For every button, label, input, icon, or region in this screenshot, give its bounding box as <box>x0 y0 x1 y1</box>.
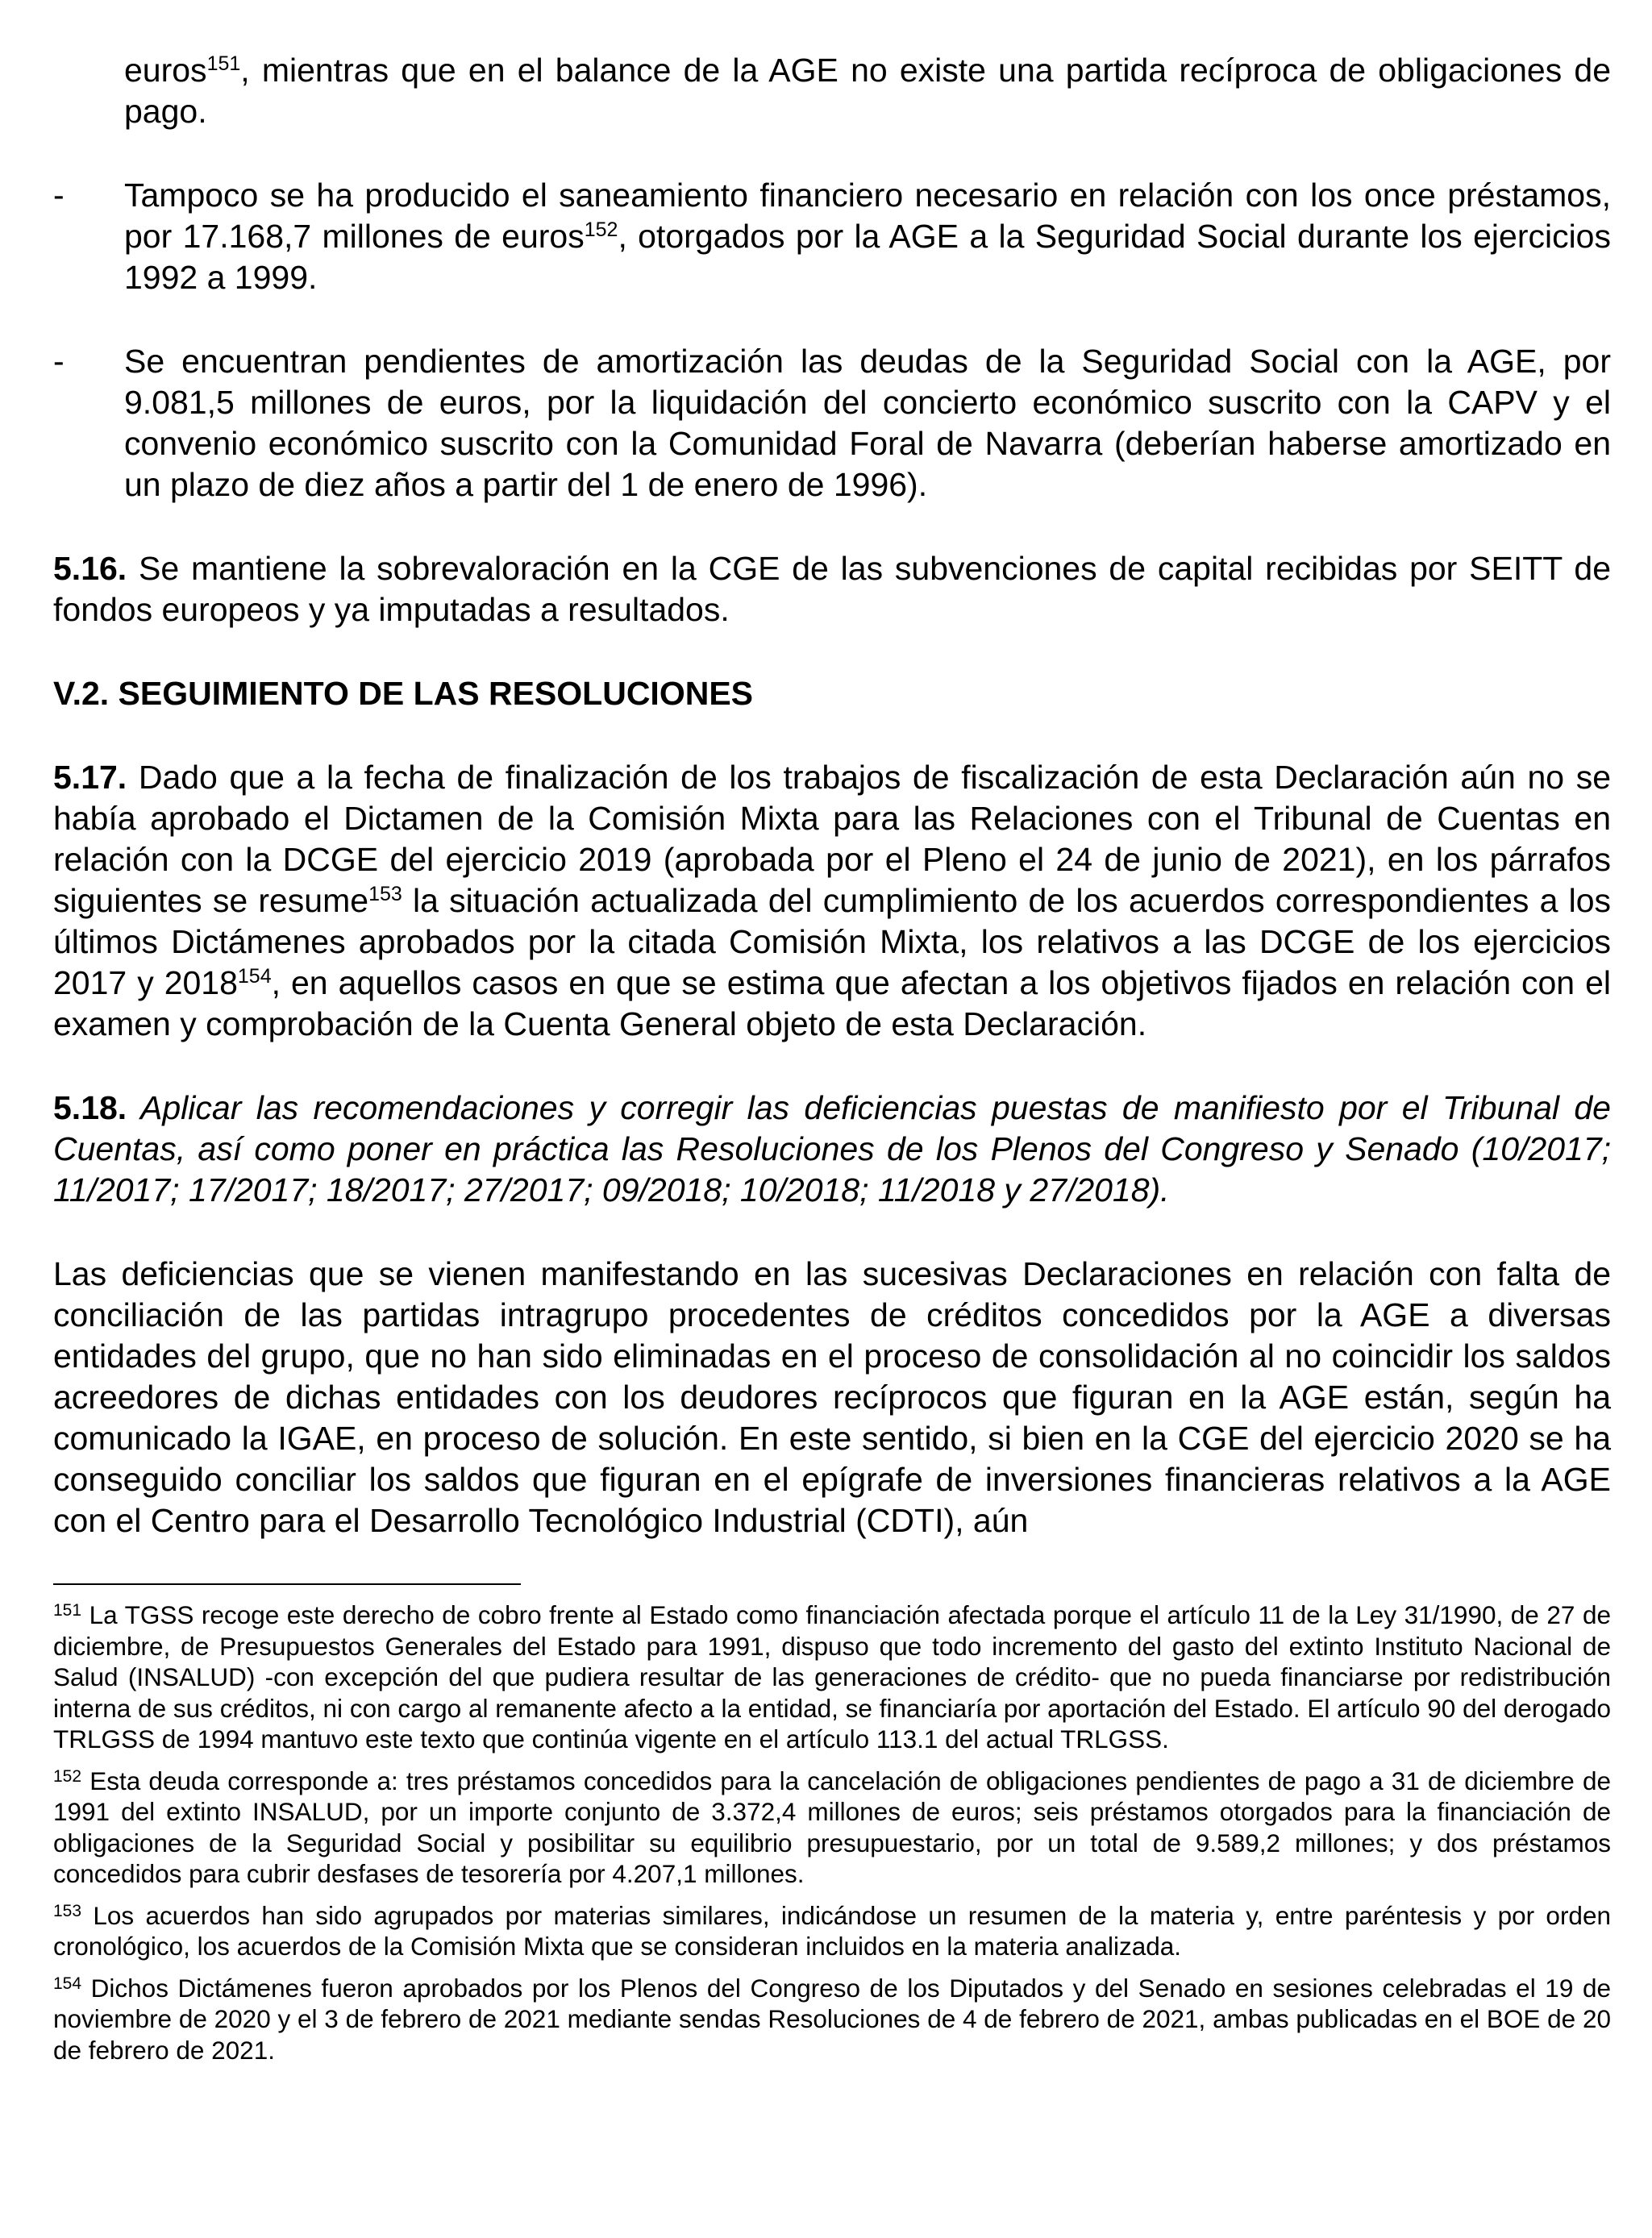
footnote-separator <box>53 1583 521 1585</box>
footnotes <box>53 1599 1611 2065</box>
paragraph-text-italic: Aplicar las recomendaciones y corregir las deficiencias puestas de manifiesto por el Tribunal de Cuentas, así como poner en práctica las Resoluciones de los Plenos del Congreso y Senado (10/2017; 11/2017; 17/2017; 18/2017; 27/2017; 09/2018; 10/2018; 11/2018 y 27/2018). <box>53 1089 1611 1208</box>
bullet-text-end: , otorgados por la AGE a la Seguridad Social durante los ejercicios 1992 a 1999. <box>124 218 1611 296</box>
footnote-number: 152 <box>53 1766 82 1786</box>
intro-text-start: euros <box>124 52 207 89</box>
footnote-text: Dichos Dictámenes fueron aprobados por los Plenos del Congreso de los Diputados y del Senado en sesiones celebradas el 19 de noviembre de 2020 y el 3 de febrero de 2021 mediante sendas Resoluciones de 4 de febrero de 2021, ambas publicadas en el BOE de 20 de febrero de 2021. <box>53 1973 1611 2065</box>
document-page <box>53 50 1611 2076</box>
paragraph-number: 5.18. <box>53 1089 127 1126</box>
bullet-text: Se encuentran pendientes de amortización las deudas de la Seguridad Social con la AGE, por 9.081,5 millones de euros, por la liquidación del concierto económico suscrito con la CAPV y el convenio económico suscrito con la Comunidad Foral de Navarra (deberían haberse amortizado en un plazo de diez años a partir del 1 de enero de 1996). <box>124 343 1611 503</box>
footnote-ref-153[interactable]: 153 <box>368 883 402 905</box>
bullet-item-prestamos <box>53 175 1611 298</box>
bullet-dash: - <box>53 343 64 380</box>
paragraph-text: Se mantiene la sobrevaloración en la CGE de las subvenciones de capital recibidas por SEITT de fondos europeos y ya imputadas a resultados. <box>53 550 1611 628</box>
footnote-text: Esta deuda corresponde a: tres préstamos concedidos para la cancelación de obligaciones pendientes de pago a 31 de diciembre de 1991 del extinto INSALUD, por un importe conjunto de 3.372,4 millones de euros; seis préstamos otorgados para la financiación de obligaciones de la Seguridad Social y posibilitar su equilibrio presupuestario, por un total de 9.589,2 millones; y dos préstamos concedidos para cubrir desfases de tesorería por 4.207,1 millones. <box>53 1766 1611 1888</box>
paragraph-number: 5.17. <box>53 759 127 796</box>
paragraph-deficiencias: Las deficiencias que se vienen manifestando en las sucesivas Declaraciones en relación con falta de conciliación de las partidas intragrupo procedentes de créditos concedidos por la AGE a diversas entidades del grupo, que no han sido eliminadas en el proceso de consolidación al no coincidir los saldos acreedores de dichas entidades con los deudores recíprocos que figuran en la AGE están, según ha comunicado la IGAE, en proceso de solución. En este sentido, si bien en la CGE del ejercicio 2020 se ha conseguido conciliar los saldos que figuran en el epígrafe de inversiones financieras relativos a la AGE con el Centro para el Desarrollo Tecnológico Industrial (CDTI), aún <box>53 1255 1611 1539</box>
paragraph-5-17 <box>53 757 1611 1045</box>
footnote-text: Los acuerdos han sido agrupados por materias similares, indicándose un resumen de la materia y, entre paréntesis y por orden cronológico, los acuerdos de la Comisión Mixta que se consideran incluidos en la materia analizada. <box>53 1900 1611 1961</box>
main-text <box>53 50 1611 1541</box>
footnote-text: La TGSS recoge este derecho de cobro frente al Estado como financiación afectada porque el artículo 11 de la Ley 31/1990, de 27 de diciembre, de Presupuestos Generales del Estado para 1991, dispuso que todo incremento del gasto del extinto Instituto Nacional de Salud (INSALUD) -con excepción del que pudiera resultar de las generaciones de crédito- que no pueda financiarse por redistribución interna de sus créditos, ni con cargo al remanente afecto a la entidad, se financiaría por aportación del Estado. El artículo 90 del derogado TRLGSS de 1994 mantuvo este texto que continúa vigente en el artículo 113.1 del actual TRLGSS. <box>53 1600 1611 1753</box>
footnote-151 <box>53 1599 1611 1755</box>
footnote-154 <box>53 1973 1611 2066</box>
footnote-number: 151 <box>53 1601 82 1620</box>
paragraph-text-part3: , en aquellos casos en que se estima que afectan a los objetivos fijados en relación con el examen y comprobación de la Cuenta General objeto de esta Declaración. <box>53 964 1611 1042</box>
intro-paragraph <box>53 50 1611 132</box>
footnote-ref-152[interactable]: 152 <box>584 218 618 241</box>
footnote-ref-151[interactable]: 151 <box>206 52 241 75</box>
bullet-text <box>124 175 1611 298</box>
bullet-item-deudas <box>53 341 1611 505</box>
section-heading: V.2. SEGUIMIENTO DE LAS RESOLUCIONES <box>53 675 754 712</box>
bullet-dash: - <box>53 177 64 214</box>
footnote-ref-154[interactable]: 154 <box>237 965 272 988</box>
bullet-text-start: Tampoco se ha producido el saneamiento financiero necesario en relación con los once préstamos, por 17.168,7 millones de euros <box>124 177 1611 255</box>
footnote-number: 153 <box>53 1901 82 1920</box>
footnote-152 <box>53 1766 1611 1890</box>
paragraph-5-16 <box>53 548 1611 630</box>
footnote-number: 154 <box>53 1974 82 1993</box>
intro-text-end: , mientras que en el balance de la AGE no existe una partida recíproca de obligaciones de pago. <box>124 52 1611 130</box>
footnote-153 <box>53 1900 1611 1962</box>
paragraph-text-part2: la situación actualizada del cumplimiento de los acuerdos correspondientes a los últimos Dictámenes aprobados por la citada Comisión Mixta, los relativos a las DCGE de los ejercicios 2017 y 2018 <box>53 882 1612 1001</box>
paragraph-text-part1: Dado que a la fecha de finalización de los trabajos de fiscalización de esta Declaración aún no se había aprobado el Dictamen de la Comisión Mixta para las Relaciones con el Tribunal de Cuentas en relación con la DCGE del ejercicio 2019 (aprobada por el Pleno el 24 de junio de 2021), en los párrafos siguientes se resume <box>53 759 1611 919</box>
paragraph-number: 5.16. <box>53 550 127 587</box>
paragraph-5-18 <box>53 1088 1611 1211</box>
